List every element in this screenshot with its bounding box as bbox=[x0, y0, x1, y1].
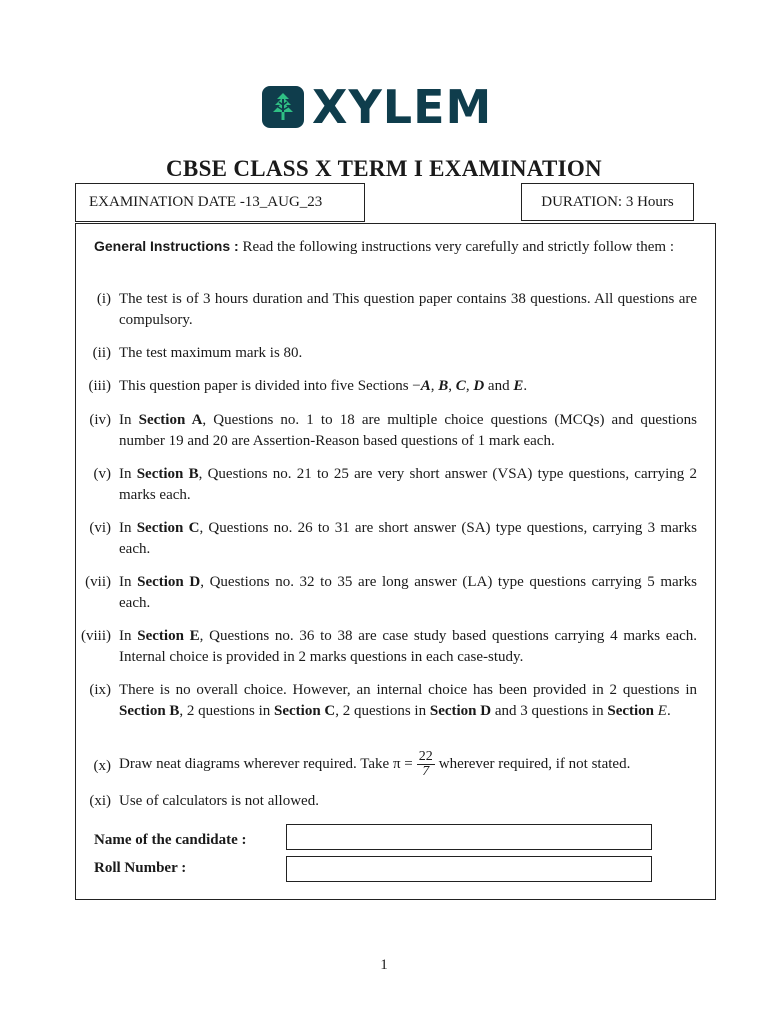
item-text-part: , 2 questions in bbox=[335, 703, 427, 719]
item-text-part: . bbox=[523, 378, 528, 394]
item-number: (v) bbox=[93, 466, 111, 482]
item-number: (xi) bbox=[89, 793, 111, 809]
section-name: Section B bbox=[136, 466, 199, 482]
item-text-part: In bbox=[119, 520, 132, 536]
item-text: The test is of 3 hours duration and This question paper contains 38 questions. All questions are compulsory. bbox=[119, 291, 697, 328]
item-text-part: , Questions no. 1 to 18 are multiple choice questions (MCQs) and questions number 19 and 20 are Assertion-Reason based questions of 1 mark each. bbox=[119, 412, 698, 449]
page-number: 1 bbox=[380, 957, 388, 973]
instructions-heading: General Instructions : bbox=[94, 238, 239, 254]
section-letter: E bbox=[657, 703, 667, 719]
section-name: Section D bbox=[137, 574, 201, 590]
section-name: Section C bbox=[274, 703, 336, 719]
section-letter: B bbox=[438, 378, 449, 394]
exam-date-label: EXAMINATION DATE -13_AUG_23 bbox=[89, 194, 323, 210]
item-text-part: . bbox=[666, 703, 671, 719]
item-text-part: In bbox=[119, 574, 132, 590]
item-text bbox=[119, 626, 697, 668]
instructions-intro: Read the following instructions very carefully and strictly follow them : bbox=[242, 239, 675, 255]
item-text-part: , Questions no. 21 to 25 are very short answer (VSA) type questions, carrying 2 marks each. bbox=[119, 466, 697, 503]
instructions-box bbox=[75, 223, 716, 900]
item-text-part: In bbox=[119, 466, 132, 482]
item-text: This question paper is divided into five Sections −A, B, C, D and E. bbox=[119, 378, 528, 394]
item-number: (iii) bbox=[88, 378, 111, 394]
general-instructions bbox=[94, 236, 698, 258]
duration-label: DURATION: 3 Hours bbox=[541, 193, 674, 210]
section-name: Section D bbox=[429, 703, 492, 719]
item-text: Use of calculators is not allowed. bbox=[119, 793, 319, 809]
item-text-part: , 2 questions in bbox=[179, 703, 271, 719]
item-text-part: In bbox=[119, 412, 132, 428]
section-letter: E bbox=[513, 378, 524, 394]
section-letter: C bbox=[455, 378, 466, 394]
item-number: (vi) bbox=[89, 520, 111, 536]
candidate-name-label: Name of the candidate : bbox=[94, 832, 247, 848]
candidate-name-field[interactable] bbox=[286, 824, 652, 850]
duration-box bbox=[521, 183, 694, 221]
item-number: (ii) bbox=[92, 345, 111, 361]
section-name: Section A bbox=[138, 412, 203, 428]
item-text-part: This question paper is divided into five Sections − bbox=[119, 378, 421, 394]
item-text: The test maximum mark is 80. bbox=[119, 345, 303, 361]
section-name: Section C bbox=[136, 520, 200, 536]
section-letter: D bbox=[473, 378, 485, 394]
item-text-part: and bbox=[487, 378, 510, 394]
item-number: (vii) bbox=[85, 574, 111, 590]
item-text-part: There is no overall choice. However, an internal choice has been provided in 2 questions in bbox=[119, 682, 697, 698]
item-number: (ix) bbox=[89, 682, 111, 698]
xylem-logo bbox=[262, 80, 493, 134]
item-text bbox=[119, 410, 697, 452]
item-text bbox=[119, 750, 697, 779]
item-text-part: , Questions no. 36 to 38 are case study based questions carrying 4 marks each. Internal choice is provided in 2 marks questions in each case-study. bbox=[119, 628, 698, 665]
item-text-part: wherever required, if not stated. bbox=[438, 755, 631, 772]
logo-wordmark: XYLEM bbox=[312, 80, 493, 134]
leaf-icon bbox=[262, 86, 304, 128]
exam-title: CBSE CLASS X TERM I EXAMINATION bbox=[166, 156, 602, 181]
section-name: Section bbox=[607, 703, 655, 719]
item-text-part: and 3 questions in bbox=[494, 703, 604, 719]
section-name: Section B bbox=[119, 703, 180, 719]
item-text bbox=[119, 572, 697, 614]
item-text bbox=[119, 680, 697, 722]
item-text-part: , Questions no. 32 to 35 are long answer (LA) type questions carrying 5 marks each. bbox=[119, 574, 697, 611]
item-text-part: , Questions no. 26 to 31 are short answer (SA) type questions, carrying 3 marks each. bbox=[119, 520, 697, 557]
item-text-part: In bbox=[119, 628, 132, 644]
item-number: (i) bbox=[96, 291, 111, 307]
exam-date-box bbox=[75, 183, 365, 222]
roll-number-label: Roll Number : bbox=[94, 860, 187, 876]
fraction-denominator: 7 bbox=[422, 764, 430, 779]
roll-number-field[interactable] bbox=[286, 856, 652, 882]
item-text bbox=[119, 518, 697, 560]
item-number: (x) bbox=[93, 758, 111, 774]
item-number: (iv) bbox=[89, 412, 111, 428]
fraction-numerator: 22 bbox=[418, 749, 433, 764]
item-number: (viii) bbox=[81, 628, 111, 644]
item-text bbox=[119, 464, 697, 506]
section-name: Section E bbox=[137, 628, 200, 644]
item-text-part: Draw neat diagrams wherever required. Take π = bbox=[119, 755, 413, 772]
section-letter: A bbox=[420, 378, 431, 394]
pi-fraction bbox=[417, 750, 435, 779]
